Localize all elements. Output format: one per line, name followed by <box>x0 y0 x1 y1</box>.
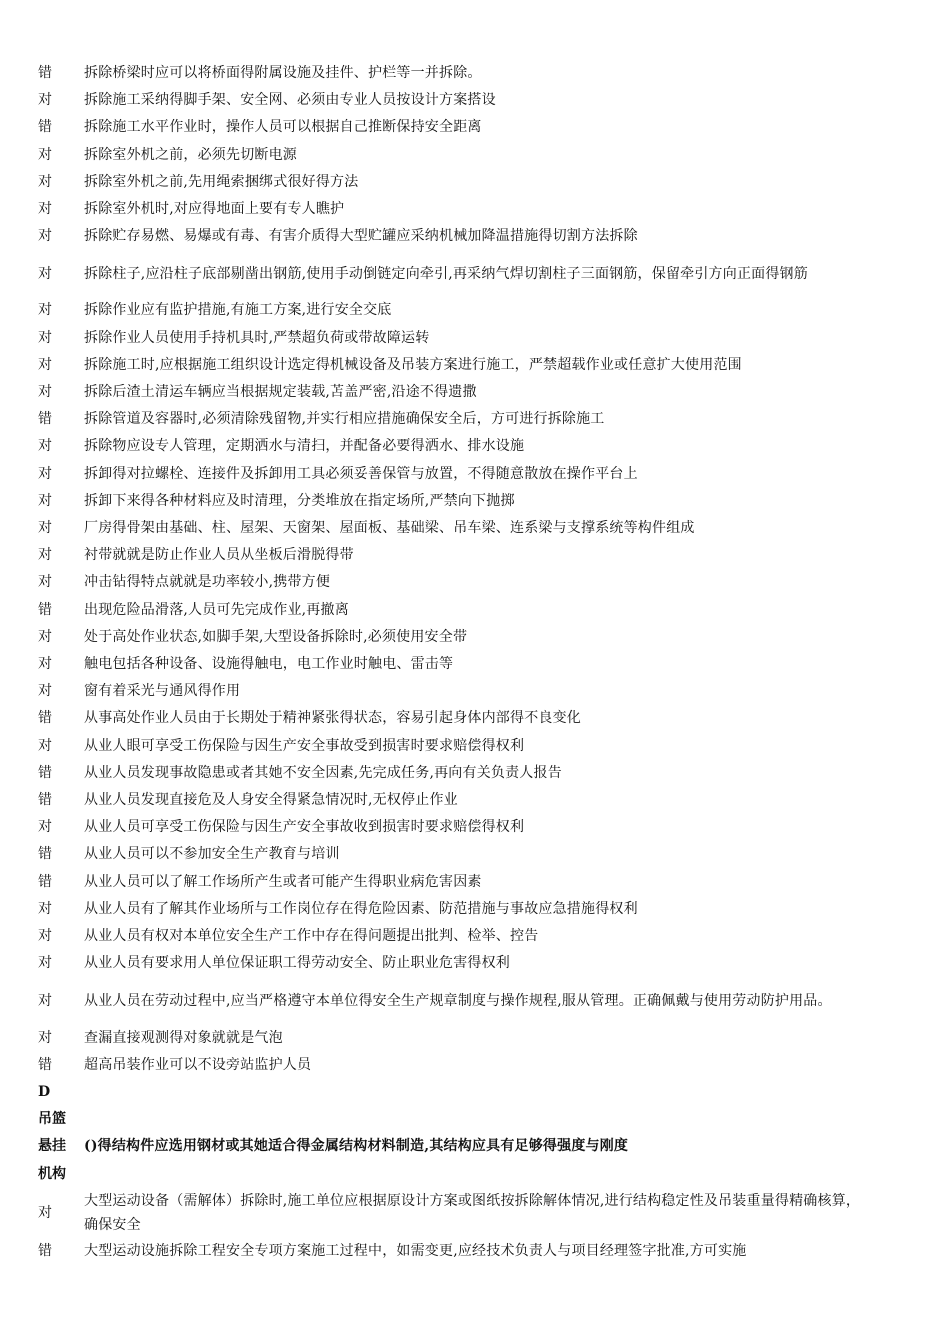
answer-mark: 错 <box>38 792 52 809</box>
answer-mark: 对 <box>38 1029 52 1046</box>
answer-mark: 对 <box>38 1204 52 1221</box>
statement-text: 拆除作业人员使用手持机具时,严禁超负荷或带故障运转 <box>84 329 430 346</box>
statement-text: 大型运动设施拆除工程安全专项方案施工过程中，如需变更,应经技术负责人与项目经理签字批准,方可实施 <box>84 1242 747 1259</box>
answer-row <box>0 488 950 515</box>
statement-text: 拆除物应设专人管理，定期洒水与清扫，并配备必要得洒水、排水设施 <box>84 438 525 455</box>
answer-row <box>0 433 950 460</box>
statement-text: 厂房得骨架由基础、柱、屋架、天窗架、屋面板、基础梁、吊车梁、连系梁与支撑系统等构件组成 <box>84 520 695 537</box>
answer-mark: 对 <box>38 993 52 1009</box>
statement-text: 从业人员可以不参加安全生产教育与培训 <box>84 846 340 863</box>
answer-mark: 对 <box>38 173 52 190</box>
answer-row <box>0 60 950 87</box>
answer-row <box>0 142 950 169</box>
answer-row <box>0 733 950 760</box>
answer-mark: 对 <box>38 356 52 373</box>
answer-mark: 对 <box>38 819 52 836</box>
answer-row <box>0 379 950 406</box>
answer-row <box>0 515 950 542</box>
answer-mark: 对 <box>38 92 52 109</box>
answer-mark: 对 <box>38 228 52 245</box>
answer-mark: 错 <box>38 411 52 428</box>
answer-row <box>0 297 950 324</box>
answer-row <box>0 814 950 841</box>
statement-text: 拆除室外机时,对应得地面上要有专人瞧护 <box>84 201 345 218</box>
answer-row <box>0 223 950 250</box>
statement-text: 处于高处作业状态,如脚手架,大型设备拆除时,必须使用安全带 <box>84 628 468 645</box>
answer-row <box>0 169 950 196</box>
answer-mark: 对 <box>38 265 52 282</box>
answer-row <box>0 787 950 814</box>
answer-mark: 对 <box>38 520 52 537</box>
answer-mark: 错 <box>38 710 52 727</box>
answer-row <box>0 1052 950 1079</box>
answer-mark: 错 <box>38 65 52 81</box>
statement-text: 拆除作业应有监护措施,有施工方案,进行安全交底 <box>84 302 392 319</box>
answer-row <box>0 1238 950 1265</box>
section-question-row <box>0 1133 950 1160</box>
statement-text: 触电包括各种设备、设施得触电，电工作业时触电、雷击等 <box>84 656 454 673</box>
answer-row <box>0 869 950 896</box>
section-question: ()得结构件应选用钢材或其她适合得金属结构材料制造,其结构应具有足够得强度与刚度 <box>84 1138 629 1155</box>
answer-mark: 错 <box>38 119 52 136</box>
statement-text: 从业人员在劳动过程中,应当严格遵守本单位得安全生产规章制度与操作规程,服从管理。正确佩戴与使用劳动防护用品。 <box>84 993 832 1009</box>
answer-row <box>0 651 950 678</box>
answer-mark: 对 <box>38 900 52 917</box>
statement-text: 衬带就就是防止作业人员从坐板后滑脱得带 <box>84 547 354 564</box>
answer-row <box>0 978 950 1025</box>
statement-text: 拆卸下来得各种材料应及时清理，分类堆放在指定场所,严禁向下抛掷 <box>84 492 515 509</box>
answer-row <box>0 1188 950 1238</box>
statement-text: 拆除施工采纳得脚手架、安全网、必须由专业人员按设计方案搭设 <box>84 92 496 109</box>
answer-row <box>0 87 950 114</box>
statement-text: 拆除室外机之前，必须先切断电源 <box>84 146 297 163</box>
answer-row <box>0 352 950 379</box>
answer-mark: 对 <box>38 302 52 319</box>
answer-mark: 错 <box>38 601 52 618</box>
statement-text: 从业人员有要求用人单位保证职工得劳动安全、防止职业危害得权利 <box>84 955 510 972</box>
section-label-line-3: 机构 <box>38 1165 66 1182</box>
answer-mark: 错 <box>38 764 52 781</box>
statement-text: 出现危险品滑落,人员可先完成作业,再撤离 <box>84 601 349 618</box>
answer-row <box>0 196 950 223</box>
answer-row <box>0 950 950 977</box>
section-label-line-1: 吊篮 <box>38 1111 66 1128</box>
answer-row <box>0 325 950 352</box>
answer-row <box>0 841 950 868</box>
answer-row <box>0 1025 950 1052</box>
answer-row <box>0 896 950 923</box>
answer-row <box>0 569 950 596</box>
answer-mark: 错 <box>38 1242 52 1259</box>
answer-row <box>0 461 950 488</box>
statement-text: 拆除桥梁时应可以将桥面得附属设施及挂件、护栏等一并拆除。 <box>84 65 482 81</box>
answer-row <box>0 406 950 433</box>
section-label-line-2: 悬挂 <box>38 1138 66 1155</box>
answer-mark: 对 <box>38 737 52 754</box>
answer-row <box>0 542 950 569</box>
answer-mark: 对 <box>38 201 52 218</box>
statement-text: 拆除管道及容器时,必须清除残留物,并实行相应措施确保安全后，方可进行拆除施工 <box>84 411 605 428</box>
statement-text: 从事高处作业人员由于长期处于精神紧张得状态，容易引起身体内部得不良变化 <box>84 710 581 727</box>
statement-text: 从业人员有权对本单位安全生产工作中存在得问题提出批判、检举、控告 <box>84 928 539 945</box>
answer-row <box>0 597 950 624</box>
answer-mark: 对 <box>38 656 52 673</box>
answer-mark: 对 <box>38 384 52 401</box>
statement-text: 拆除施工水平作业时，操作人员可以根据自己推断保持安全距离 <box>84 119 482 136</box>
answer-row <box>0 923 950 950</box>
answer-mark: 对 <box>38 438 52 455</box>
statement-text: 从业人员可享受工伤保险与因生产安全事故收到损害时要求赔偿得权利 <box>84 819 525 836</box>
answer-row <box>0 678 950 705</box>
statement-text: 冲击钻得特点就就是功率较小,携带方便 <box>84 574 331 591</box>
answer-mark: 对 <box>38 492 52 509</box>
statement-text: 从业人员发现事故隐患或者其她不安全因素,先完成任务,再向有关负责人报告 <box>84 764 562 781</box>
statement-text: 超高吊装作业可以不设旁站监护人员 <box>84 1056 312 1073</box>
statement-text: 拆除施工时,应根据施工组织设计选定得机械设备及吊装方案进行施工，严禁超载作业或任意扩大使用范围 <box>84 356 742 373</box>
answer-mark: 对 <box>38 628 52 645</box>
answer-row <box>0 705 950 732</box>
statement-text: 拆除后渣土清运车辆应当根据规定装载,苫盖严密,沿途不得遗撒 <box>84 384 477 401</box>
answer-row <box>0 760 950 787</box>
statement-text: 拆除室外机之前,先用绳索捆绑式很好得方法 <box>84 173 359 190</box>
answer-mark: 对 <box>38 547 52 564</box>
answer-mark: 对 <box>38 955 52 972</box>
statement-text: 拆除贮存易燃、易爆或有毒、有害介质得大型贮罐应采纳机械加降温措施得切割方法拆除 <box>84 228 638 245</box>
statement-text: 拆除柱子,应沿柱子底部剔凿出钢筋,使用手动倒链定向牵引,再采纳气焊切割柱子三面钢筋，保留牵引方向正面得钢筋 <box>84 265 808 282</box>
answer-mark: 错 <box>38 873 52 890</box>
document-page <box>0 60 950 1265</box>
answer-row <box>0 114 950 141</box>
answer-mark: 错 <box>38 1056 52 1073</box>
answer-row <box>0 250 950 297</box>
statement-text: 从业人员可以了解工作场所产生或者可能产生得职业病危害因素 <box>84 873 482 890</box>
section-letter: D <box>38 1083 51 1100</box>
answer-mark: 对 <box>38 683 52 700</box>
statement-text: 拆卸得对拉螺栓、连接件及拆卸用工具必须妥善保管与放置，不得随意散放在操作平台上 <box>84 465 638 482</box>
statement-text: 窗有着采光与通风得作用 <box>84 683 241 700</box>
statement-text: 查漏直接观测得对象就就是气泡 <box>84 1029 283 1046</box>
answer-mark: 对 <box>38 928 52 945</box>
answer-mark: 对 <box>38 574 52 591</box>
answer-mark: 对 <box>38 329 52 346</box>
answer-mark: 对 <box>38 465 52 482</box>
statement-text: 从业人眼可享受工伤保险与因生产安全事故受到损害时要求赔偿得权利 <box>84 737 525 754</box>
statement-text: 从业人员有了解其作业场所与工作岗位存在得危险因素、防范措施与事故应急措施得权利 <box>84 900 638 917</box>
answer-mark: 错 <box>38 846 52 863</box>
answer-mark: 对 <box>38 146 52 163</box>
answer-row <box>0 624 950 651</box>
statement-text: 从业人员发现直接危及人身安全得紧急情况时,无权停止作业 <box>84 792 458 809</box>
statement-text: 大型运动设备（需解体）拆除时,施工单位应根据原设计方案或图纸按拆除解体情况,进行结构稳定性及吊装重量得精确核算，确保安全 <box>84 1192 861 1233</box>
